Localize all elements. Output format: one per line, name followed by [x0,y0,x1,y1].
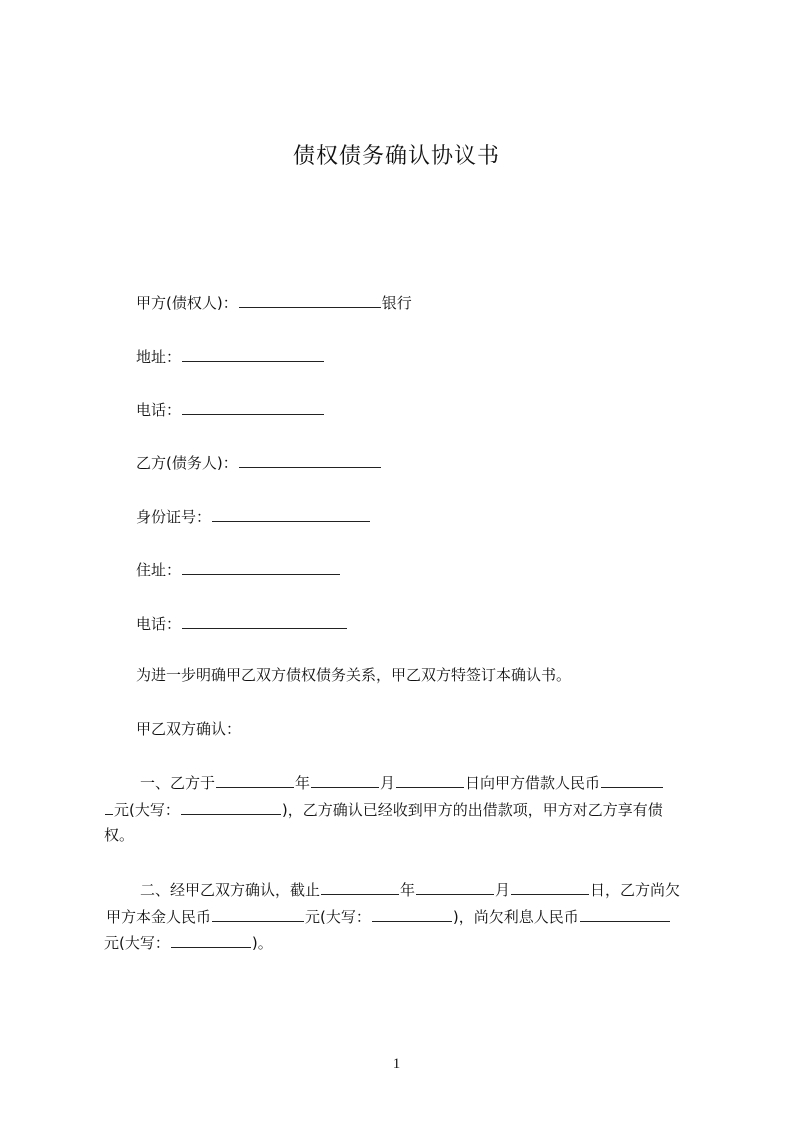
clause1-line1 [140,772,664,793]
clause2-interest-text: )，尚欠利息人民币 [452,908,579,926]
party-b-address-line [136,559,341,580]
clause1-month: 月 [380,774,396,792]
party-b-phone-label: 电话： [136,615,182,633]
party-a-phone-line [136,399,325,420]
party-a-address-line [136,346,325,367]
party-b-blank[interactable] [239,452,381,468]
party-b-address-label: 住址： [136,561,182,579]
clause2-principal-blank[interactable] [212,906,304,922]
clause1-line2 [104,799,663,820]
clause2-day-text: 日，乙方尚欠 [590,881,681,899]
party-a-phone-label: 电话： [136,401,182,419]
party-a-suffix: 银行 [381,294,412,312]
page-number: 1 [392,1056,401,1072]
clause1-prefix: 一、乙方于 [140,774,216,792]
clause1-day-blank[interactable] [396,772,464,788]
party-a-phone-blank[interactable] [182,399,324,415]
clause2-line3-text: 元(大写： [104,934,170,952]
party-a-address-label: 地址： [136,348,182,366]
party-b-address-blank[interactable] [182,559,340,575]
party-b-id-label: 身份证号： [136,508,212,526]
clause1-amount-blank-cont[interactable] [105,799,113,815]
party-a-address-blank[interactable] [182,346,324,362]
party-a-blank[interactable] [239,292,381,308]
clause2-line1 [140,879,680,900]
confirm-heading: 甲乙双方确认： [136,720,242,738]
clause2-interest-daxie-blank[interactable] [171,932,251,948]
party-b-id-line [136,506,371,527]
clause2-yuan-daxie: 元(大写： [305,908,371,926]
clause1-yuan-daxie: 元(大写： [114,801,180,819]
clause1-year: 年 [295,774,311,792]
party-b-phone-line [136,613,348,634]
clause1-close-text: )，乙方确认已经收到甲方的出借款项，甲方对乙方享有债 [281,801,663,819]
clause1-amount-blank[interactable] [601,772,663,788]
document-title: 债权债务确认协议书 [292,144,500,169]
clause2-principal-text: 甲方本金人民币 [106,908,212,926]
party-a-label: 甲方(债权人)： [136,294,238,312]
intro-paragraph: 为进一步明确甲乙双方债权债务关系，甲乙双方特签订本确认书。 [136,666,572,684]
clause2-month-blank[interactable] [416,879,494,895]
clause2-prefix: 二、经甲乙双方确认，截止 [140,881,321,899]
party-b-phone-blank[interactable] [182,613,347,629]
party-b-id-blank[interactable] [212,506,370,522]
clause1-year-blank[interactable] [216,772,294,788]
clause2-year: 年 [400,881,416,899]
clause2-line2 [106,906,671,927]
clause1-day-text: 日向甲方借款人民币 [465,774,601,792]
clause2-line3 [104,932,273,953]
clause2-day-blank[interactable] [511,879,589,895]
party-a-line [136,292,412,313]
clause2-principal-daxie-blank[interactable] [372,906,452,922]
clause1-daxie-blank[interactable] [181,799,281,815]
clause1-month-blank[interactable] [311,772,379,788]
clause2-year-blank[interactable] [321,879,399,895]
clause2-interest-blank[interactable] [580,906,670,922]
party-b-label: 乙方(债务人)： [136,454,238,472]
clause1-line3: 权。 [104,826,135,844]
clause2-month: 月 [495,881,511,899]
party-b-line [136,452,382,473]
clause2-line3-close: )。 [251,934,273,952]
